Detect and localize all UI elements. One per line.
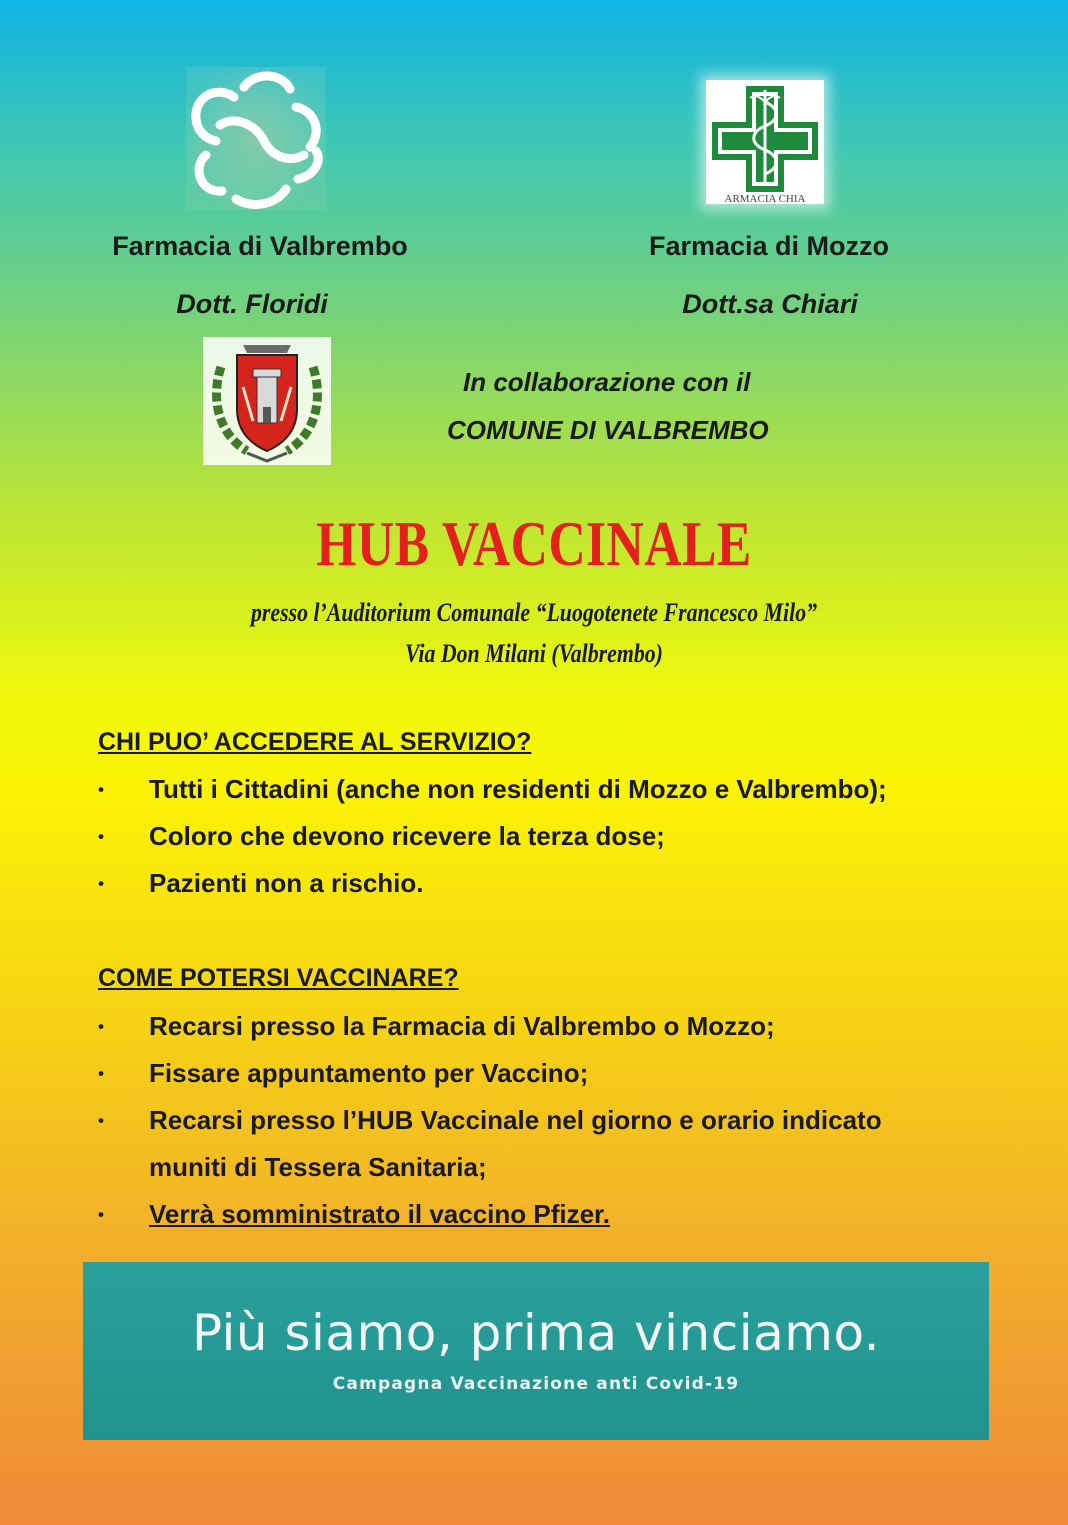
banner-subtitle: Campagna Vaccinazione anti Covid-19 bbox=[332, 1374, 740, 1394]
list-item bbox=[98, 1191, 958, 1238]
pharmacy-name-valbrembo: Farmacia di Valbrembo bbox=[112, 231, 408, 261]
venue-line2: Via Don Milani (Valbrembo) bbox=[405, 639, 663, 668]
pfizer-note: Verrà somministrato il vaccino Pfizer. bbox=[149, 1199, 610, 1229]
list-item: • Recarsi presso l’HUB Vaccinale nel giorno e orario indicato muniti di Tessera Sanitaria; bbox=[98, 1097, 958, 1191]
section-heading-who: CHI PUO’ ACCEDERE AL SERVIZIO? bbox=[98, 728, 532, 756]
list-item: • Recarsi presso la Farmacia di Valbrembo o Mozzo; bbox=[98, 1003, 958, 1050]
pharmacy-doctor-mozzo: Dott.sa Chiari bbox=[682, 289, 858, 319]
collaboration-line1: In collaborazione con il bbox=[463, 367, 751, 397]
list-item: • Coloro che devono ricevere la terza dose; bbox=[98, 813, 887, 860]
hub-title: HUB VACCINALE bbox=[316, 509, 752, 579]
section-heading-how: COME POTERSI VACCINARE? bbox=[98, 964, 459, 992]
pharmacy-name-mozzo: Farmacia di Mozzo bbox=[648, 231, 890, 261]
municipal-crest-icon bbox=[203, 337, 331, 465]
banner-title: Più siamo, prima vinciamo. bbox=[191, 1304, 881, 1362]
who-list bbox=[98, 766, 887, 907]
campaign-banner bbox=[83, 1262, 989, 1440]
list-item: • Pazienti non a rischio. bbox=[98, 860, 887, 907]
pharmacy-doctor-valbrembo: Dott. Floridi bbox=[176, 289, 328, 319]
cloud-logo-icon bbox=[186, 67, 326, 210]
collaboration-line2: COMUNE DI VALBREMBO bbox=[447, 415, 769, 445]
pharmacy-cross-icon bbox=[706, 80, 824, 204]
list-item: • Tutti i Cittadini (anche non residenti di Mozzo e Valbrembo); bbox=[98, 766, 887, 813]
list-item: • Fissare appuntamento per Vaccino; bbox=[98, 1050, 958, 1097]
how-list bbox=[98, 1003, 958, 1238]
venue-line1: presso l’Auditorium Comunale “Luogotenete Francesco Milo” bbox=[250, 598, 818, 627]
pharmacy-logo-text: ARMACIA CHIA bbox=[724, 193, 806, 204]
